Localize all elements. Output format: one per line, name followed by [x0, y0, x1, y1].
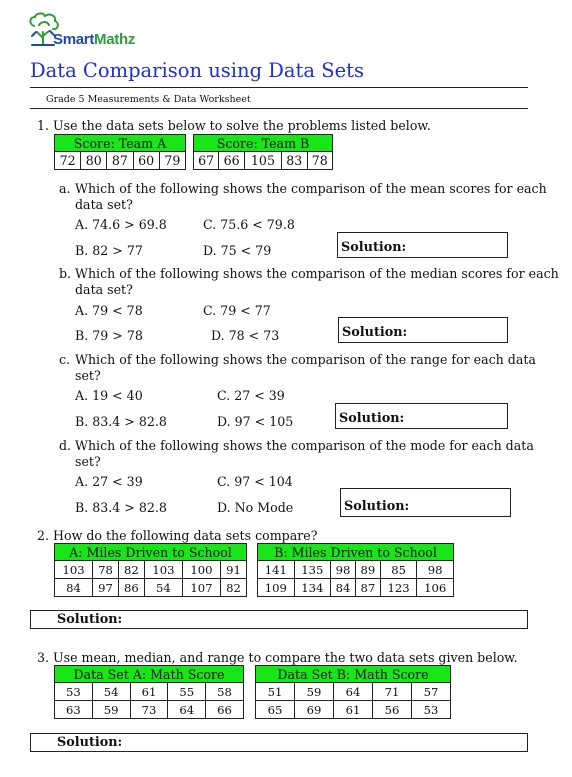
title-underline: [30, 87, 528, 88]
table-cell: 107: [182, 579, 220, 597]
table-header: Data Set B: Math Score: [256, 666, 451, 683]
q1b-option-b: B. 79 > 78: [75, 328, 143, 343]
table-header: B: Miles Driven to School: [258, 544, 454, 561]
q2-number: 2.: [37, 528, 50, 543]
q1-team-b-table: [193, 134, 333, 170]
q1c-prompt-line2: set?: [75, 368, 101, 383]
table-cell: 100: [182, 561, 220, 579]
q1d-prompt-line2: set?: [75, 454, 101, 469]
table-cell: 61: [130, 683, 168, 701]
table-cell: 82: [220, 579, 246, 597]
q1c-option-b: B. 83.4 > 82.8: [75, 414, 167, 429]
q1d-option-a: A. 27 < 39: [75, 474, 143, 489]
q1b-option-a: A. 79 < 78: [75, 303, 143, 318]
q1b-letter: b.: [59, 266, 72, 281]
table-cell: 58: [206, 683, 244, 701]
table-cell: 53: [55, 683, 93, 701]
q1d-option-b: B. 83.4 > 82.8: [75, 500, 167, 515]
table-cell: 54: [144, 579, 182, 597]
q2-prompt: How do the following data sets compare?: [53, 528, 318, 543]
table-cell: 60: [133, 152, 159, 170]
q1d-solution-box[interactable]: [340, 488, 511, 517]
solution-label: Solution:: [57, 735, 123, 750]
table-cell: 141: [258, 561, 295, 579]
q2-table-b: [257, 543, 454, 597]
table-cell: 83: [282, 152, 307, 170]
q1d-letter: d.: [59, 438, 72, 453]
q3-number: 3.: [37, 650, 50, 665]
q1a-prompt-line2: data set?: [75, 197, 133, 212]
table-header: Score: Team A: [55, 135, 186, 152]
table-cell: 69: [294, 701, 333, 719]
q1a-solution-box[interactable]: [337, 232, 508, 258]
table-cell: 86: [118, 579, 144, 597]
table-cell: 109: [258, 579, 295, 597]
table-cell: 82: [118, 561, 144, 579]
solution-label: Solution:: [339, 411, 405, 426]
brand-name: SmartMathz: [53, 31, 136, 48]
q1b-prompt-line1: Which of the following shows the comparison of the median scores for each: [75, 266, 559, 281]
table-cell: 103: [55, 561, 93, 579]
table-cell: 73: [130, 701, 168, 719]
subtitle-underline: [30, 108, 528, 109]
solution-label: Solution:: [57, 612, 123, 627]
table-cell: 97: [93, 579, 119, 597]
q1c-option-d: D. 97 < 105: [217, 414, 294, 429]
solution-label: Solution:: [342, 325, 408, 340]
table-cell: 134: [294, 579, 331, 597]
q2-table-a: [54, 543, 247, 597]
q1b-option-d: D. 78 < 73: [211, 328, 280, 343]
table-cell: 51: [256, 683, 295, 701]
table-cell: 66: [206, 701, 244, 719]
q1a-prompt-line1: Which of the following shows the comparison of the mean scores for each: [75, 181, 547, 196]
table-cell: 98: [417, 561, 454, 579]
table-cell: 79: [159, 152, 185, 170]
page-title: Data Comparison using Data Sets: [30, 59, 364, 82]
table-cell: 57: [411, 683, 450, 701]
q1a-option-b: B. 82 > 77: [75, 243, 143, 258]
table-cell: 85: [380, 561, 417, 579]
q3-prompt: Use mean, median, and range to compare the two data sets given below.: [53, 650, 518, 665]
table-header: Score: Team B: [194, 135, 333, 152]
smartmathz-logo: [27, 12, 167, 56]
table-cell: 123: [380, 579, 417, 597]
q3-solution-box[interactable]: [30, 733, 528, 752]
q3-table-a: [54, 665, 244, 719]
q2-solution-box[interactable]: [30, 610, 528, 629]
table-cell: 66: [219, 152, 244, 170]
table-cell: 67: [194, 152, 219, 170]
table-cell: 87: [355, 579, 380, 597]
table-cell: 54: [92, 683, 130, 701]
table-cell: 87: [107, 152, 133, 170]
table-cell: 56: [372, 701, 411, 719]
table-cell: 72: [55, 152, 81, 170]
q1-team-a-table: [54, 134, 186, 170]
table-cell: 98: [331, 561, 356, 579]
q1d-prompt-line1: Which of the following shows the comparison of the mode for each data: [75, 438, 534, 453]
table-cell: 105: [244, 152, 281, 170]
solution-label: Solution:: [341, 240, 407, 255]
q1a-option-c: C. 75.6 < 79.8: [203, 217, 295, 232]
table-cell: 61: [333, 701, 372, 719]
q1a-letter: a.: [59, 181, 71, 196]
table-cell: 135: [294, 561, 331, 579]
q1b-option-c: C. 79 < 77: [203, 303, 271, 318]
table-cell: 59: [92, 701, 130, 719]
q1d-option-c: C. 97 < 104: [217, 474, 293, 489]
q1a-option-d: D. 75 < 79: [203, 243, 272, 258]
table-header: A: Miles Driven to School: [55, 544, 247, 561]
table-cell: 106: [417, 579, 454, 597]
table-cell: 64: [168, 701, 206, 719]
q1c-prompt-line1: Which of the following shows the comparison of the range for each data: [75, 352, 536, 367]
q1c-option-c: C. 27 < 39: [217, 388, 285, 403]
worksheet-subtitle: Grade 5 Measurements & Data Worksheet: [46, 94, 251, 105]
q1-prompt: Use the data sets below to solve the problems listed below.: [53, 118, 431, 133]
table-cell: 103: [144, 561, 182, 579]
q3-table-b: [255, 665, 451, 719]
table-cell: 55: [168, 683, 206, 701]
table-cell: 84: [331, 579, 356, 597]
q1c-letter: c.: [59, 352, 71, 367]
table-cell: 89: [355, 561, 380, 579]
table-cell: 78: [307, 152, 333, 170]
table-cell: 53: [411, 701, 450, 719]
table-cell: 71: [372, 683, 411, 701]
solution-label: Solution:: [344, 499, 410, 514]
table-cell: 64: [333, 683, 372, 701]
table-cell: 91: [220, 561, 246, 579]
q1c-option-a: A. 19 < 40: [75, 388, 143, 403]
table-cell: 63: [55, 701, 93, 719]
q1b-solution-box[interactable]: [338, 317, 508, 343]
q1d-option-d: D. No Mode: [217, 500, 294, 515]
q1a-option-a: A. 74.6 > 69.8: [75, 217, 167, 232]
table-cell: 84: [55, 579, 93, 597]
table-cell: 80: [81, 152, 107, 170]
table-cell: 59: [294, 683, 333, 701]
q1-number: 1.: [37, 118, 50, 133]
table-cell: 65: [256, 701, 295, 719]
table-header: Data Set A: Math Score: [55, 666, 244, 683]
table-cell: 78: [93, 561, 119, 579]
q1b-prompt-line2: data set?: [75, 282, 133, 297]
q1c-solution-box[interactable]: [335, 403, 508, 429]
